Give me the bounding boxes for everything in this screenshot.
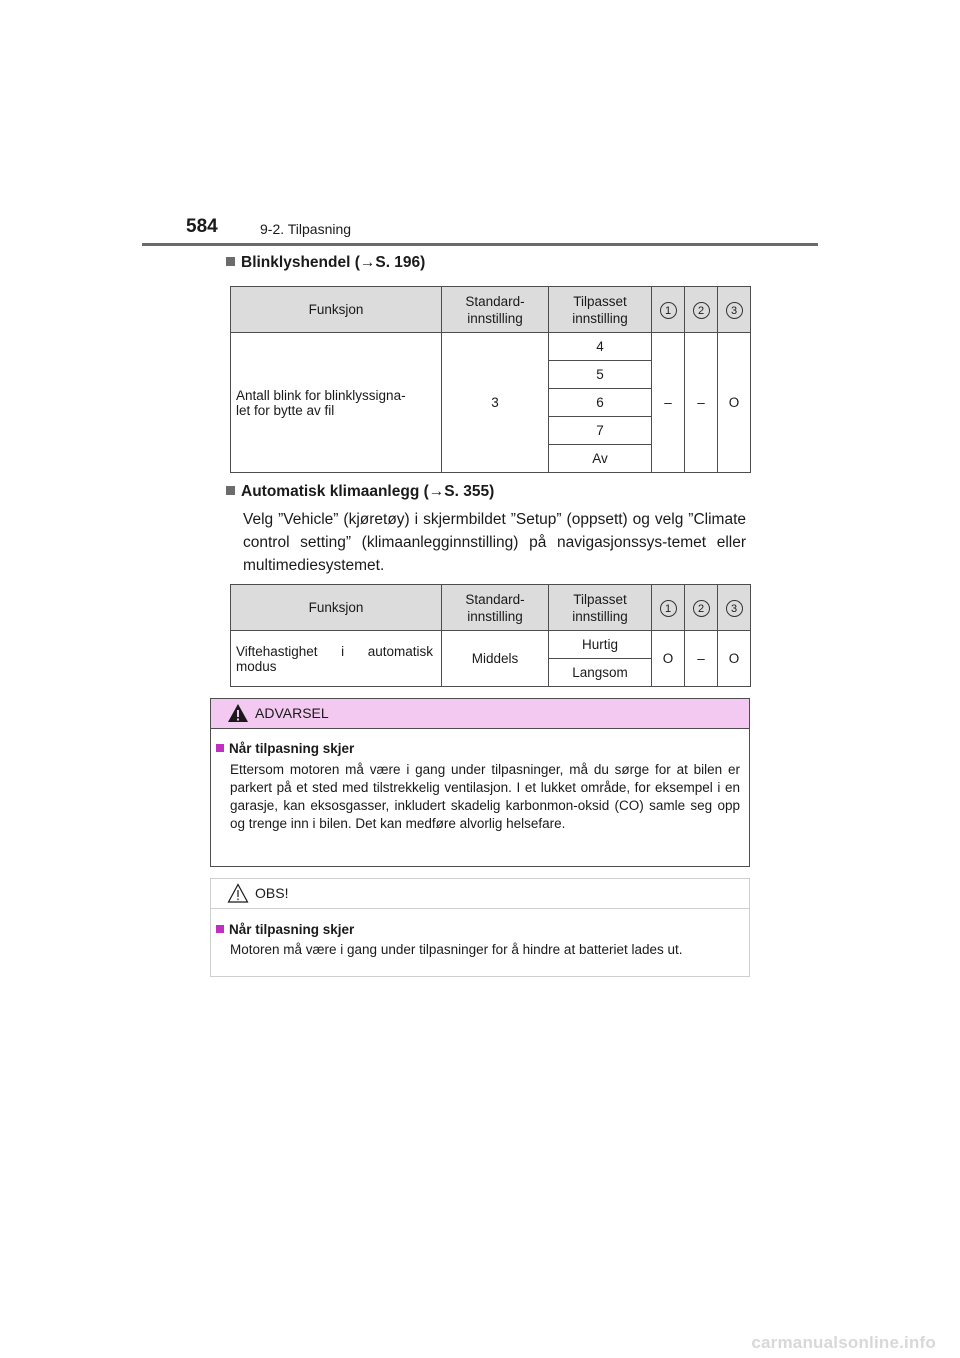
warning-title: ADVARSEL (255, 705, 329, 721)
col-header-function: Funksjon (231, 585, 442, 631)
notice-bullet (216, 925, 224, 933)
default-cell: 3 (442, 333, 549, 473)
circle-number-3: 3 (726, 302, 743, 319)
heading-text: Automatisk klimaanlegg (→S. 355) (241, 483, 495, 500)
heading-turn-signal-lever (226, 254, 425, 272)
circle-number-1: 1 (660, 302, 677, 319)
heading-text: Blinklyshendel (→S. 196) (241, 254, 426, 271)
option-cell: 5 (549, 361, 652, 389)
col2-cell: – (685, 631, 718, 687)
notice-title: OBS! (255, 885, 289, 901)
section-title: 9-2. Tilpasning (260, 221, 352, 237)
col-header-default: Standard- innstilling (442, 585, 549, 631)
col-header-2 (685, 287, 718, 333)
col-header-custom: Tilpasset innstilling (549, 287, 652, 333)
watermark: carmanualsonline.info (751, 1333, 936, 1352)
notice-subheading (216, 922, 354, 937)
warning-bullet (216, 744, 224, 752)
option-cell: Av (549, 445, 652, 473)
col-header-1 (652, 585, 685, 631)
function-cell: Antall blink for blinklyssigna- let for bytte av fil (231, 333, 442, 473)
col-header-3 (718, 585, 751, 631)
default-cell: Middels (442, 631, 549, 687)
heading-climate-control (226, 483, 494, 501)
circle-number-2: 2 (693, 600, 710, 617)
circle-number-3: 3 (726, 600, 743, 617)
option-cell: 7 (549, 417, 652, 445)
col-header-2 (685, 585, 718, 631)
warning-triangle-icon (227, 703, 249, 723)
col1-cell: – (652, 333, 685, 473)
header-rule (142, 243, 818, 246)
col3-cell: O (718, 631, 751, 687)
notice-header (211, 879, 749, 909)
option-cell: 6 (549, 389, 652, 417)
warning-header (211, 699, 749, 729)
col-header-1 (652, 287, 685, 333)
notice-box (210, 878, 750, 977)
circle-number-2: 2 (693, 302, 710, 319)
col-header-default: Standard- innstilling (442, 287, 549, 333)
climate-table (230, 584, 751, 687)
option-cell: Langsom (549, 659, 652, 687)
col-header-custom: Tilpasset innstilling (549, 585, 652, 631)
function-cell: Viftehastighet i automatisk modus (231, 631, 442, 687)
circle-number-1: 1 (660, 600, 677, 617)
warning-subheading-text: Når tilpasning skjer (229, 741, 355, 756)
col3-cell: O (718, 333, 751, 473)
caution-triangle-icon (227, 883, 249, 903)
heading-bullet (226, 486, 235, 495)
notice-subheading-text: Når tilpasning skjer (229, 922, 355, 937)
warning-text: Ettersom motoren må være i gang under tilpasninger, må du sørge for at bilen er parkert på et sted med tilstrekkelig ventilasjon. I et lukket område, for eksempel i en garasje, kan eksosgasser, inkludert skadelig karbonmon-oksid (CO) samle seg opp og trenge inn i bilen. Det kan medføre alvorlig helsefare. (230, 762, 740, 831)
col-header-function: Funksjon (231, 287, 442, 333)
warning-box (210, 698, 750, 867)
option-cell: 4 (549, 333, 652, 361)
warning-subheading (216, 741, 354, 756)
col2-cell: – (685, 333, 718, 473)
heading-bullet (226, 257, 235, 266)
notice-text: Motoren må være i gang under tilpasninger for å hindre at batteriet lades ut. (230, 942, 683, 957)
col1-cell: O (652, 631, 685, 687)
climate-instructions: Velg ”Vehicle” (kjøretøy) i skjermbildet ”Setup” (oppsett) og velg ”Climate control setting” (klimaanlegginnstilling) på navigasjonssys-temet eller multimediesystemet. (243, 511, 746, 574)
option-cell: Hurtig (549, 631, 652, 659)
page-number: 584 (186, 216, 218, 237)
col-header-3 (718, 287, 751, 333)
turn-signal-table (230, 286, 751, 473)
